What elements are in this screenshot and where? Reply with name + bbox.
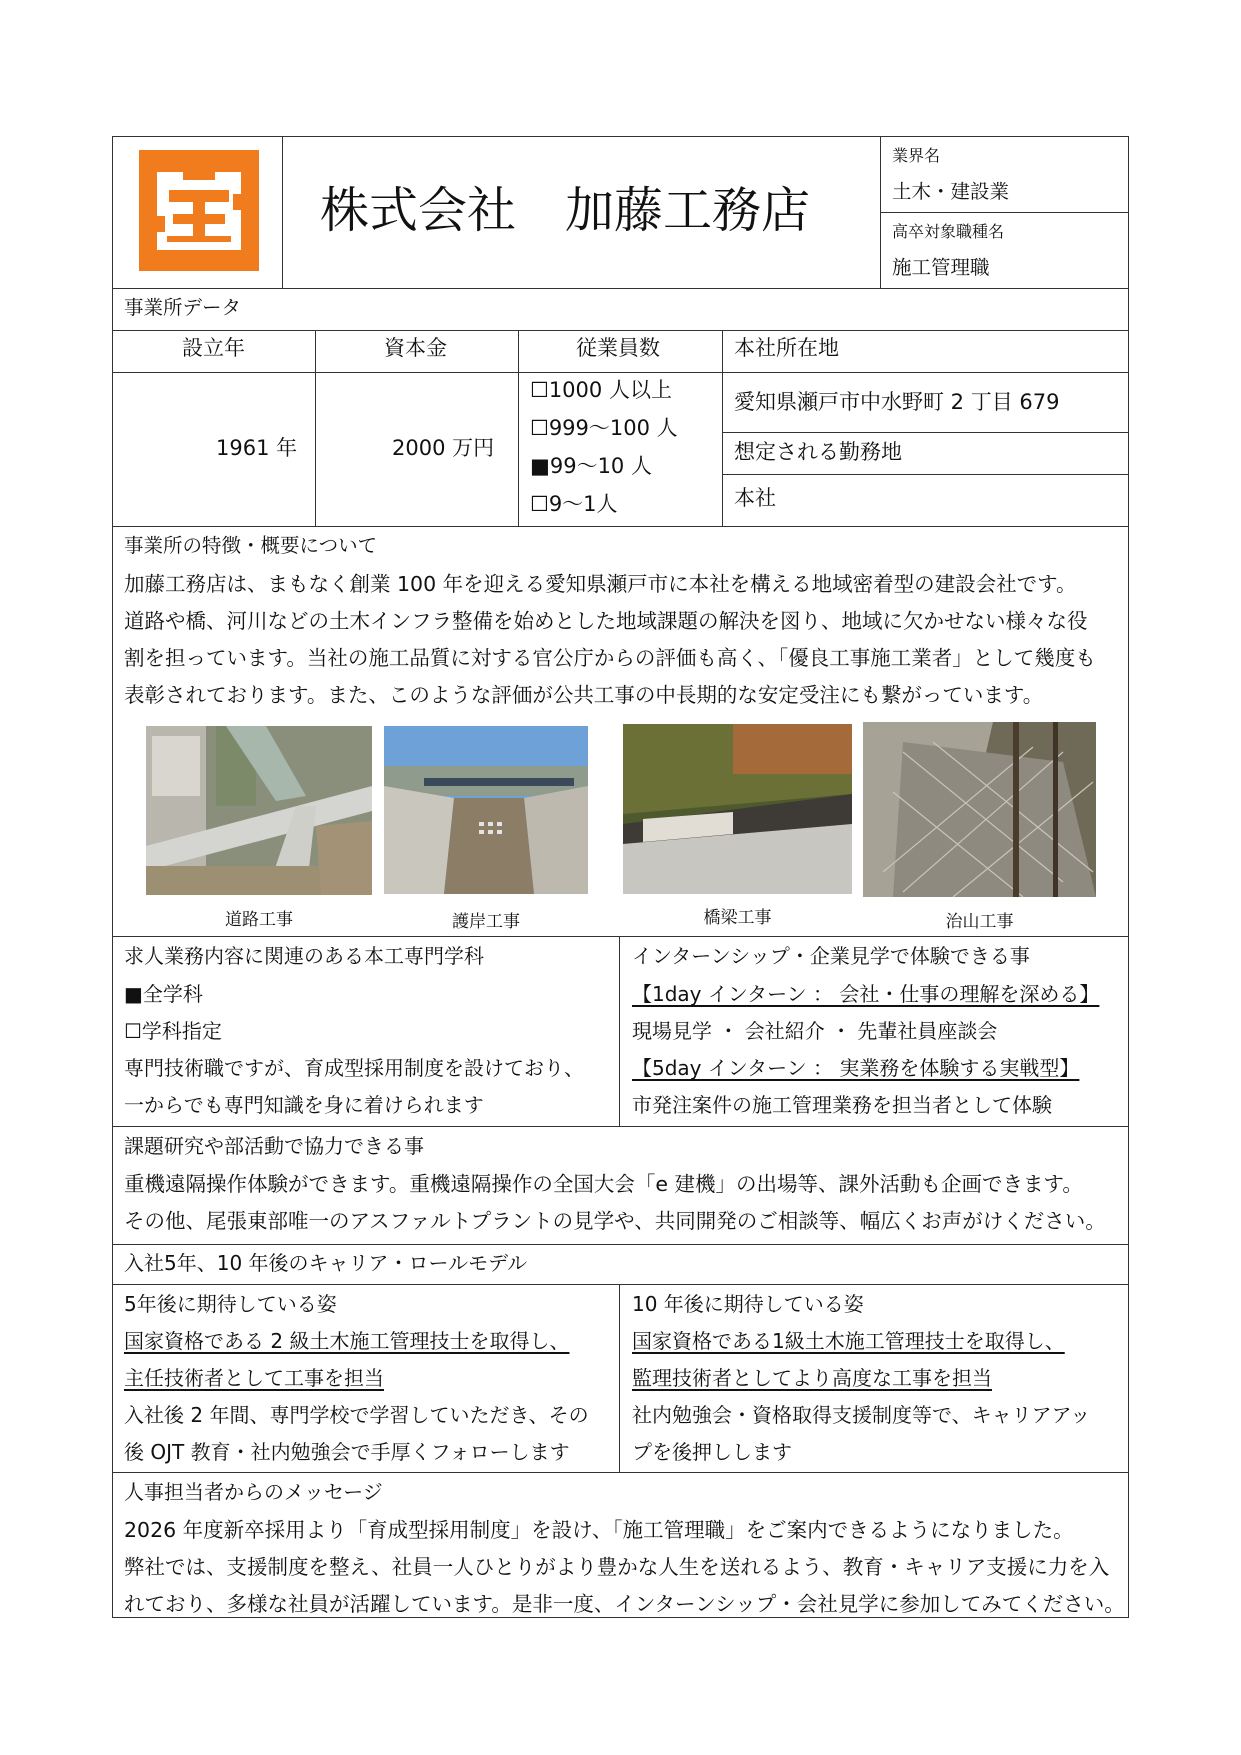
employees-option: ■99～10 人 bbox=[530, 454, 652, 478]
message-line: れており、多様な社員が活躍しています。是非一度、インターンシップ・会社見学に参加してみてください。 bbox=[124, 1592, 1125, 1616]
departments-note: 一からでも専門知識を身に着けられます bbox=[124, 1093, 484, 1117]
job-label: 高卒対象職種名 bbox=[892, 222, 1005, 241]
career-5yr-goal: 国家資格である 2 級土木施工管理技士を取得し、 bbox=[124, 1329, 570, 1353]
message-title: 人事担当者からのメッセージ bbox=[124, 1480, 383, 1504]
departments-option-specified: ☐学科指定 bbox=[124, 1019, 222, 1043]
col-hq: 本社所在地 bbox=[734, 336, 839, 360]
office-section-title: 事業所データ bbox=[124, 296, 242, 319]
career-10yr-detail: プを後押しします bbox=[632, 1440, 792, 1464]
workplace-label: 想定される勤務地 bbox=[734, 440, 902, 464]
features-title: 事業所の特徴・概要について bbox=[124, 534, 378, 557]
company-logo-icon bbox=[139, 150, 259, 271]
founded-value: 1961 年 bbox=[216, 436, 298, 460]
career-title: 入社5年、10 年後のキャリア・ロールモデル bbox=[124, 1251, 528, 1275]
industry-label: 業界名 bbox=[892, 146, 941, 165]
industry-value: 土木・建設業 bbox=[892, 180, 1010, 203]
photo-caption: 護岸工事 bbox=[452, 912, 520, 932]
message-line: 弊社では、支援制度を整え、社員一人ひとりがより豊かな人生を送れるよう、教育・キャリア支援に力を入 bbox=[124, 1555, 1110, 1579]
research-title: 課題研究や部活動で協力できる事 bbox=[124, 1134, 424, 1158]
job-value: 施工管理職 bbox=[892, 256, 990, 279]
photo-caption: 治山工事 bbox=[945, 912, 1014, 932]
career-5yr-title: 5年後に期待している姿 bbox=[124, 1292, 337, 1316]
photo-caption: 橋梁工事 bbox=[703, 908, 772, 928]
internship-5day: 【5day インターン ： 実業務を体験する実戦型】 bbox=[632, 1056, 1080, 1080]
employees-option: ☐1000 人以上 bbox=[530, 378, 672, 402]
col-capital: 資本金 bbox=[384, 336, 447, 360]
col-founded: 設立年 bbox=[182, 336, 245, 360]
photo-caption: 道路工事 bbox=[225, 910, 293, 930]
col-employees: 従業員数 bbox=[576, 336, 660, 360]
career-10yr-detail: 社内勉強会・資格取得支援制度等で、キャリアアッ bbox=[632, 1403, 1091, 1427]
research-line: 重機遠隔操作体験ができます。重機遠隔操作の全国大会「e 建機」の出場等、課外活動も企画できます。 bbox=[124, 1172, 1083, 1196]
photo-erosion-control-construction bbox=[863, 722, 1096, 897]
career-10yr-goal: 監理技術者としてより高度な工事を担当 bbox=[632, 1366, 992, 1390]
internship-title: インターンシップ・企業見学で体験できる事 bbox=[632, 944, 1030, 968]
career-5yr-detail: 後 OJT 教育・社内勉強会で手厚くフォローします bbox=[124, 1440, 570, 1464]
features-line: 割を担っています。当社の施工品質に対する官公庁からの評価も高く、「優良工事施工業者」として幾度も bbox=[124, 646, 1096, 670]
internship-5day-detail: 市発注案件の施工管理業務を担当者として体験 bbox=[632, 1093, 1052, 1117]
photo-revetment-construction bbox=[384, 726, 588, 894]
company-name: 株式会社 加藤工務店 bbox=[320, 182, 811, 239]
features-line: 表彰されております。また、このような評価が公共工事の中長期的な安定受注にも繋がっています。 bbox=[124, 683, 1044, 707]
employees-option: ☐999～100 人 bbox=[530, 416, 678, 440]
internship-1day-detail: 現場見学 ・ 会社紹介 ・ 先輩社員座談会 bbox=[632, 1019, 998, 1043]
internship-1day: 【1day インターン ： 会社・仕事の理解を深める】 bbox=[632, 982, 1100, 1006]
features-line: 道路や橋、河川などの土木インフラ整備を始めとした地域課題の解決を図り、地域に欠かせない様々な役 bbox=[124, 609, 1088, 633]
hq-address: 愛知県瀬戸市中水野町 2 丁目 679 bbox=[734, 390, 1060, 414]
message-line: 2026 年度新卒採用より「育成型採用制度」を設け、「施工管理職」をご案内できるようになりました。 bbox=[124, 1518, 1074, 1542]
career-10yr-title: 10 年後に期待している姿 bbox=[632, 1292, 864, 1316]
career-5yr-goal: 主任技術者として工事を担当 bbox=[124, 1366, 384, 1390]
employees-option: ☐9～1人 bbox=[530, 492, 618, 516]
departments-option-all: ■全学科 bbox=[124, 982, 203, 1006]
capital-value: 2000 万円 bbox=[392, 436, 495, 460]
departments-note: 専門技術職ですが、育成型採用制度を設けており、 bbox=[124, 1056, 584, 1080]
research-line: その他、尾張東部唯一のアスファルトプラントの見学や、共同開発のご相談等、幅広くお声がけください。 bbox=[124, 1209, 1106, 1233]
departments-title: 求人業務内容に関連のある本工専門学科 bbox=[124, 944, 484, 968]
photo-road-construction bbox=[146, 726, 372, 895]
photo-bridge-construction bbox=[623, 724, 852, 894]
features-line: 加藤工務店は、まもなく創業 100 年を迎える愛知県瀬戸市に本社を構える地域密着型の建設会社です。 bbox=[124, 572, 1077, 596]
career-10yr-goal: 国家資格である1級土木施工管理技士を取得し、 bbox=[632, 1329, 1065, 1353]
workplace-value: 本社 bbox=[734, 486, 776, 510]
career-5yr-detail: 入社後 2 年間、専門学校で学習していただき、その bbox=[124, 1403, 589, 1427]
